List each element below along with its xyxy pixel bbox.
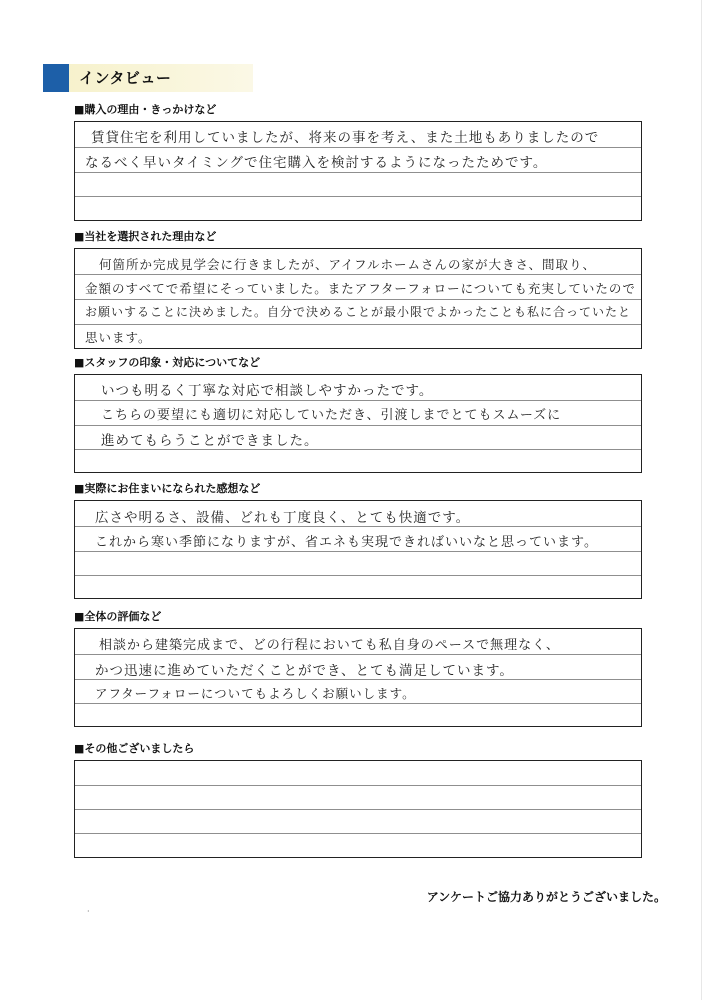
- answer-line: こちらの要望にも適切に対応していただき、引渡しまでとてもスムーズに: [101, 408, 562, 423]
- stray-mark: ·: [87, 907, 90, 916]
- answer-box: [74, 628, 642, 727]
- answer-line: 賃貸住宅を利用していましたが、将来の事を考え、また土地もありましたので: [91, 130, 600, 146]
- ruled-line: [75, 196, 641, 197]
- answer-box: [74, 500, 642, 599]
- answer-line: かつ迅速に進めていただくことができ、とても満足しています。: [95, 663, 514, 679]
- answer-line: アフターフォローについてもよろしくお願いします。: [95, 686, 416, 701]
- ruled-line: [75, 147, 641, 148]
- ruled-line: [75, 400, 641, 401]
- page-title: インタビュー: [79, 69, 172, 87]
- answer-line: なるべく早いタイミングで住宅購入を検討するようになったためです。: [85, 155, 548, 171]
- ruled-line: [75, 654, 641, 655]
- ruled-line: [75, 809, 641, 810]
- answer-line: 思います。: [85, 330, 152, 345]
- answer-box: [74, 760, 642, 858]
- section-title: ■実際にお住まいになられた感想など: [74, 482, 261, 495]
- answer-line: これから寒い季節になりますが、省エネも実現できればいいなと思っています。: [95, 535, 598, 550]
- ruled-line: [75, 274, 641, 275]
- page-header: [43, 64, 253, 92]
- ruled-line: [75, 449, 641, 450]
- closing-message: アンケートご協力ありがとうございました。: [426, 890, 666, 904]
- ruled-line: [75, 551, 641, 552]
- answer-line: 何箇所か完成見学会に行きましたが、アイフルホームさんの家が大きさ、間取り、: [99, 257, 597, 272]
- ruled-line: [75, 172, 641, 173]
- ruled-line: [75, 425, 641, 426]
- ruled-line: [75, 703, 641, 704]
- answer-line: お願いすることに決めました。自分で決めることが最小限でよかったことも私に合っていたと: [85, 305, 632, 319]
- ruled-line: [75, 833, 641, 834]
- answer-line: いつも明るく丁寧な対応で相談しやすかったです。: [101, 383, 434, 399]
- answer-box: [74, 374, 642, 473]
- answer-line: 進めてもらうことができました。: [101, 433, 319, 449]
- answer-line: 相談から建築完成まで、どの行程においても私自身のペースで無理なく、: [99, 638, 560, 653]
- answer-box: [74, 248, 642, 349]
- ruled-line: [75, 785, 641, 786]
- page-edge-line: [701, 0, 702, 1000]
- ruled-line: [75, 526, 641, 527]
- ruled-line: [75, 324, 641, 325]
- ruled-line: [75, 575, 641, 576]
- section-title: ■スタッフの印象・対応についてなど: [74, 356, 261, 369]
- answer-box: [74, 121, 642, 221]
- section-title: ■購入の理由・きっかけなど: [74, 103, 217, 116]
- ruled-line: [75, 299, 641, 300]
- section-title: ■全体の評価など: [74, 610, 162, 623]
- header-accent-block: [43, 64, 69, 92]
- ruled-line: [75, 679, 641, 680]
- answer-line: 広さや明るさ、設備、どれも丁度良く、とても快適です。: [95, 510, 471, 526]
- section-title: ■その他ございましたら: [74, 742, 195, 755]
- section-title: ■当社を選択された理由など: [74, 230, 217, 243]
- answer-line: 金額のすべてで希望にそっていました。またアフターフォローについても充実していたので: [85, 281, 636, 296]
